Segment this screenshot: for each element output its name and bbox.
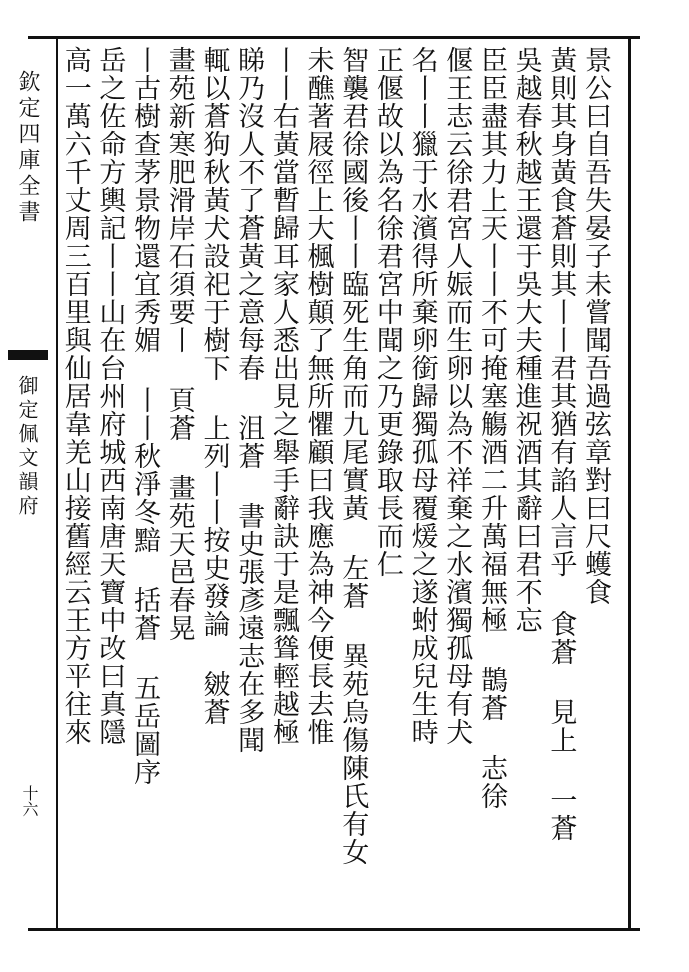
text-column: 正偃故以為名徐君宮中聞之乃更錄取長而仁 (372, 46, 403, 578)
folio-number: 十六 (20, 785, 39, 817)
text-column: 輒以蒼狗秋黃犬設祀于樹下 上列丨丨按史發論 皴蒼 (198, 46, 230, 726)
right-border (628, 36, 631, 931)
text-column: 名丨丨獵于水濱得所棄卵銜歸獨孤母覆煖之遂蚹成兒生時 (406, 46, 438, 746)
text-column: 睇乃沒人不了蒼黃之意每春 沮蒼 書史張彥遠志在多聞 (233, 46, 265, 754)
text-column: 景公曰自吾失晏子未嘗聞吾過弦章對曰尺蠖食 (580, 46, 611, 606)
text-column: 未醮著屐徑上大楓樹顛了無所懼顧曰我應為神今便長去惟 (302, 46, 334, 746)
book-title: 欽定四庫全書 (15, 70, 40, 226)
main-text (60, 46, 615, 926)
text-column: 丨古樹查茅景物還宜秀媚 丨丨秋淨冬黯 括蒼 五岳圖序 (129, 46, 161, 786)
margin-column (6, 50, 50, 930)
text-column: 岳之佐命方輿記丨丨山在台州府城西南唐天寶中改曰真隱 (94, 46, 126, 746)
text-column: 智襲君徐國後丨丨臨死生角而九尾實黃 左蒼 異苑烏傷陳氏有女 (337, 46, 369, 866)
top-border (28, 36, 640, 39)
text-column: 吳越春秋越王還于吳大夫種進祝酒其辭曰君不忘 (510, 46, 542, 634)
text-column: 黃則其身黃食蒼則其丨丨君其猶有諂人言乎 食蒼 見上 一蒼 (545, 46, 577, 842)
text-column: 畫苑新寒肥滑岸石須要丨 頁蒼 畫苑天邑春晃 (164, 46, 195, 642)
text-column: 高一萬六千丈周三百里與仙居韋羌山接舊經云王方平往來 (60, 46, 91, 746)
margin-divider (56, 36, 58, 931)
bottom-border (28, 928, 640, 931)
text-column: 丨丨右黃當暫歸耳家人悉出見之舉手辭訣于是飄聳輕越極 (268, 46, 299, 746)
fishtail-mark (8, 350, 48, 360)
text-column: 臣臣盡其力上天丨丨不可掩塞觴酒二升萬福無極 鵲蒼 志徐 (476, 46, 507, 810)
volume-title: 御定佩文韻府 (15, 375, 39, 519)
text-column: 偃王志云徐君宮人娠而生卵以為不祥棄之水濱獨孤母有犬 (441, 46, 473, 746)
